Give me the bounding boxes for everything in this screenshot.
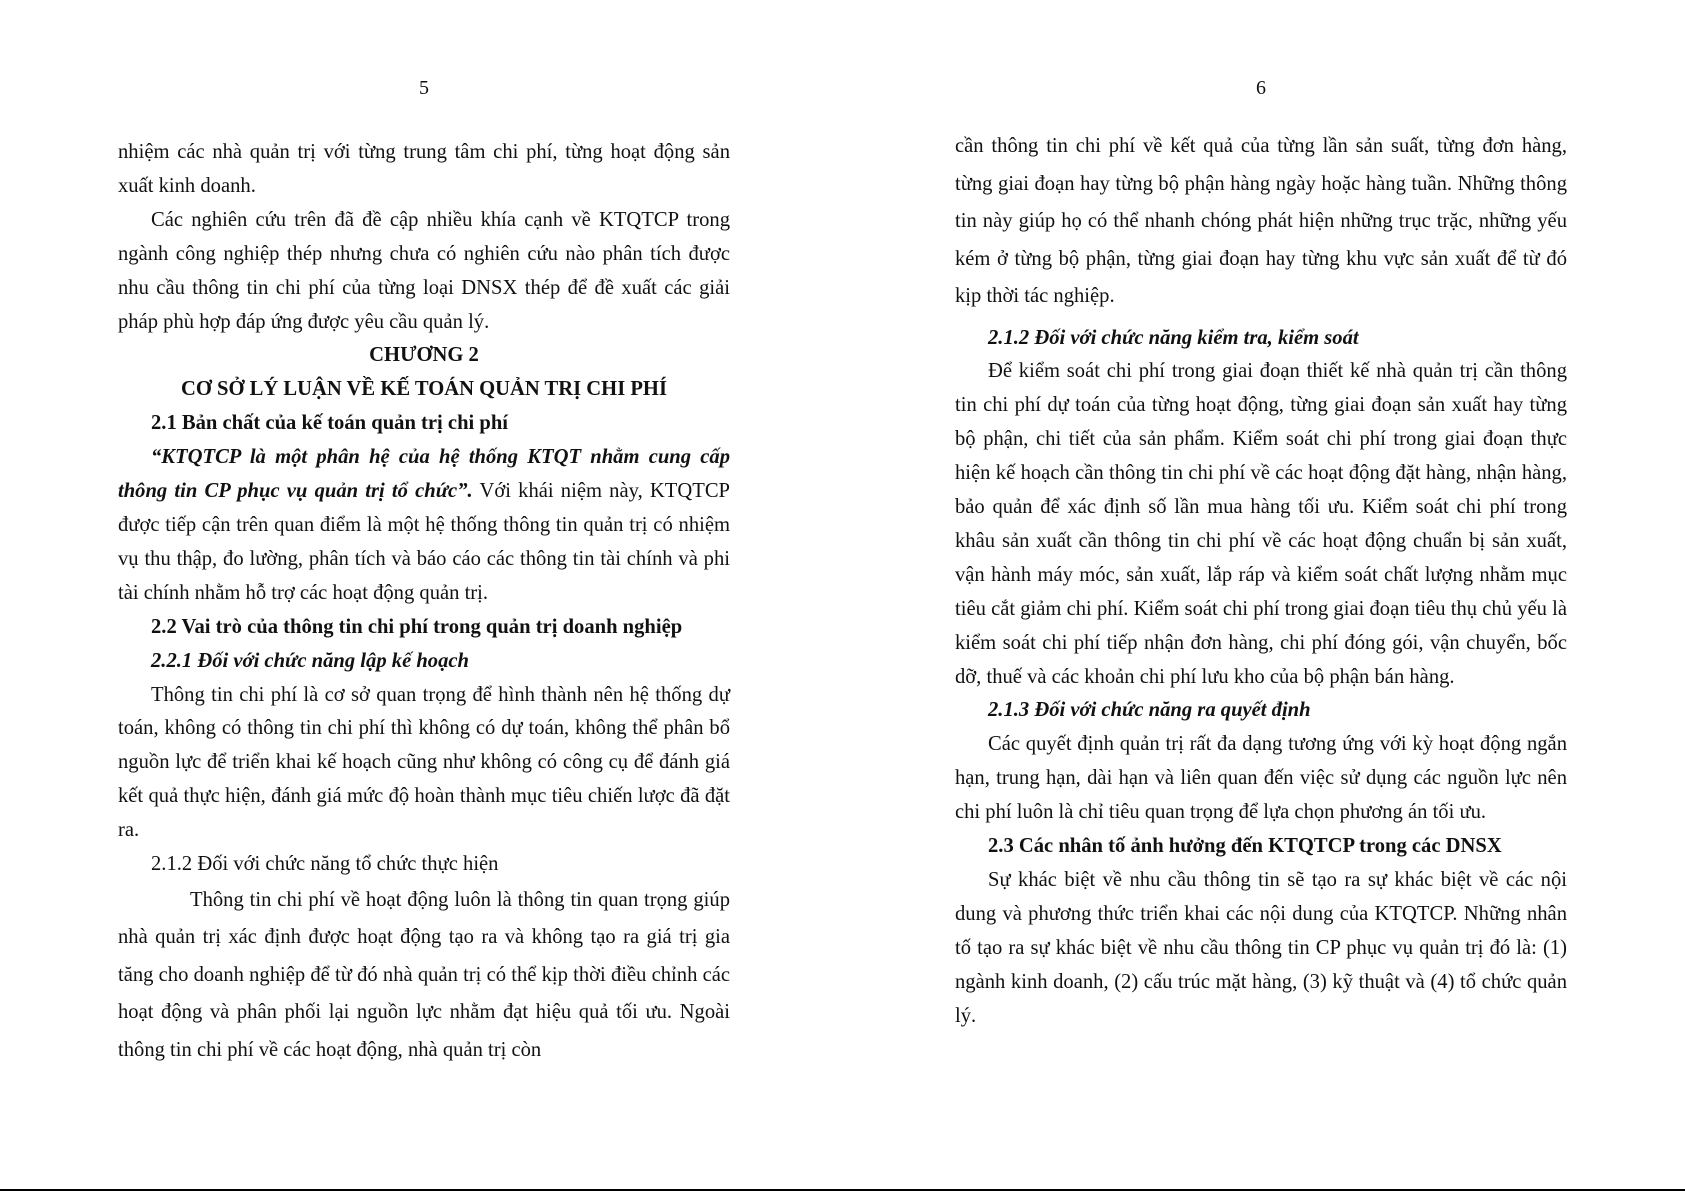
left-page-text [118, 136, 730, 1069]
paragraph: nhiệm các nhà quản trị với từng trung tâm chi phí, từng hoạt động sản xuất kinh doanh. [118, 141, 730, 197]
section-heading: 2.2 Vai trò của thông tin chi phí trong quản trị doanh nghiệp [151, 615, 683, 638]
subsection-heading: 2.1.3 Đối với chức năng ra quyết định [988, 699, 1311, 722]
section-heading: 2.3 Các nhân tố ảnh hưởng đến KTQTCP trong các DNSX [988, 835, 1502, 858]
paragraph: Các nghiên cứu trên đã đề cập nhiều khía cạnh về KTQTCP trong ngành công nghiệp thép nhưng chưa có nghiên cứu nào phân tích được nhu cầu thông tin chi phí của từng loại DNSX thép để đề xuất các giải pháp phù hợp đáp ứng được yêu cầu quản lý. [118, 208, 730, 333]
chapter-title: CƠ SỞ LÝ LUẬN VỀ KẾ TOÁN QUẢN TRỊ CHI PHÍ [181, 378, 667, 401]
page-number: 5 [419, 77, 429, 99]
page-number: 6 [1256, 77, 1266, 99]
subsection-heading: 2.2.1 Đối với chức năng lập kế hoạch [151, 649, 469, 672]
chapter-label: CHƯƠNG 2 [369, 344, 479, 367]
paragraph: Sự khác biệt về nhu cầu thông tin sẽ tạo ra sự khác biệt về các nội dung và phương thức triển khai các nội dung của KTQTCP. Những nhân tố tạo ra sự khác biệt về nhu cầu thông tin CP phục vụ quản trị đó là: (1) ngành kinh doanh, (2) cấu trúc mặt hàng, (3) kỹ thuật và (4) tổ chức quản lý. [955, 869, 1567, 1027]
paragraph-definition [118, 441, 730, 611]
paragraph: cần thông tin chi phí về kết quả của từng lần sản suất, từng đơn hàng, từng giai đoạn hay từng bộ phận hàng ngày hoặc hàng tuần. Những thông tin này giúp họ có thể nhanh chóng phát hiện những trục trặc, những yếu kém ở từng bộ phận, từng giai đoạn hay từng khu vực sản xuất để từ đó kịp thời tác nghiệp. [955, 135, 1567, 307]
subsection-heading-plain: 2.1.2 Đối với chức năng tổ chức thực hiện [151, 853, 499, 876]
section-heading: 2.1 Bản chất của kế toán quản trị chi phí [151, 412, 509, 435]
definition-quote: “KTQTCP là một phân hệ của hệ thống KTQT nhằm cung cấp thông tin CP phục vụ quản trị tổ chức”. [118, 446, 730, 503]
paragraph: Để kiểm soát chi phí trong giai đoạn thiết kế nhà quản trị cần thông tin chi phí dự toán của từng hoạt động, từng giai đoạn sản xuất hay từng bộ phận, chi tiết của sản phẩm. Kiểm soát chi phí trong giai đoạn thực hiện kế hoạch cần thông tin chi phí về các hoạt động đặt hàng, nhận hàng, bảo quản để xác định số lần mua hàng tối ưu. Kiểm soát chi phí trong khâu sản xuất cần thông tin chi phí về các hoạt động chuẩn bị sản xuất, vận hành máy móc, sản xuất, lắp ráp và kiểm soát chất lượng nhằm mục tiêu cắt giảm chi phí. Kiểm soát chi phí trong giai đoạn tiêu thụ chủ yếu là kiểm soát chi phí tiếp nhận đơn hàng, chi phí đóng gói, vận chuyển, bốc dỡ, thuế và các khoản chi phí lưu kho của bộ phận bán hàng. [955, 360, 1567, 688]
definition-rest: Với khái niệm này, KTQTCP được tiếp cận trên quan điểm là một hệ thống thông tin quản trị có nhiệm vụ thu thập, đo lường, phân tích và báo cáo các thông tin tài chính và phi tài chính nhằm hỗ trợ các hoạt động quản trị. [118, 480, 731, 604]
right-page-text [955, 128, 1567, 1034]
paragraph: Thông tin chi phí là cơ sở quan trọng để hình thành nên hệ thống dự toán, không có thông tin chi phí thì không có dự toán, không thể phân bổ nguồn lực để triển khai kế hoạch cũng như không có công cụ để đánh giá kết quả thực hiện, đánh giá mức độ hoàn thành mục tiêu chiến lược đã đặt ra. [118, 683, 730, 842]
subsection-heading: 2.1.2 Đối với chức năng kiểm tra, kiểm soát [988, 326, 1359, 349]
paragraph: Các quyết định quản trị rất đa dạng tương ứng với kỳ hoạt động ngắn hạn, trung hạn, dài hạn và liên quan đến việc sử dụng các nguồn lực nên chi phí luôn là chỉ tiêu quan trọng để lựa chọn phương án tối ưu. [955, 733, 1567, 824]
paragraph: Thông tin chi phí về hoạt động luôn là thông tin quan trọng giúp nhà quản trị xác định được hoạt động tạo ra và không tạo ra giá trị gia tăng cho doanh nghiệp để từ đó nhà quản trị có thể kịp thời điều chỉnh các hoạt động và phân phối lại nguồn lực nhằm đạt hiệu quả tối ưu. Ngoài thông tin chi phí về các hoạt động, nhà quản trị còn [118, 888, 730, 1061]
